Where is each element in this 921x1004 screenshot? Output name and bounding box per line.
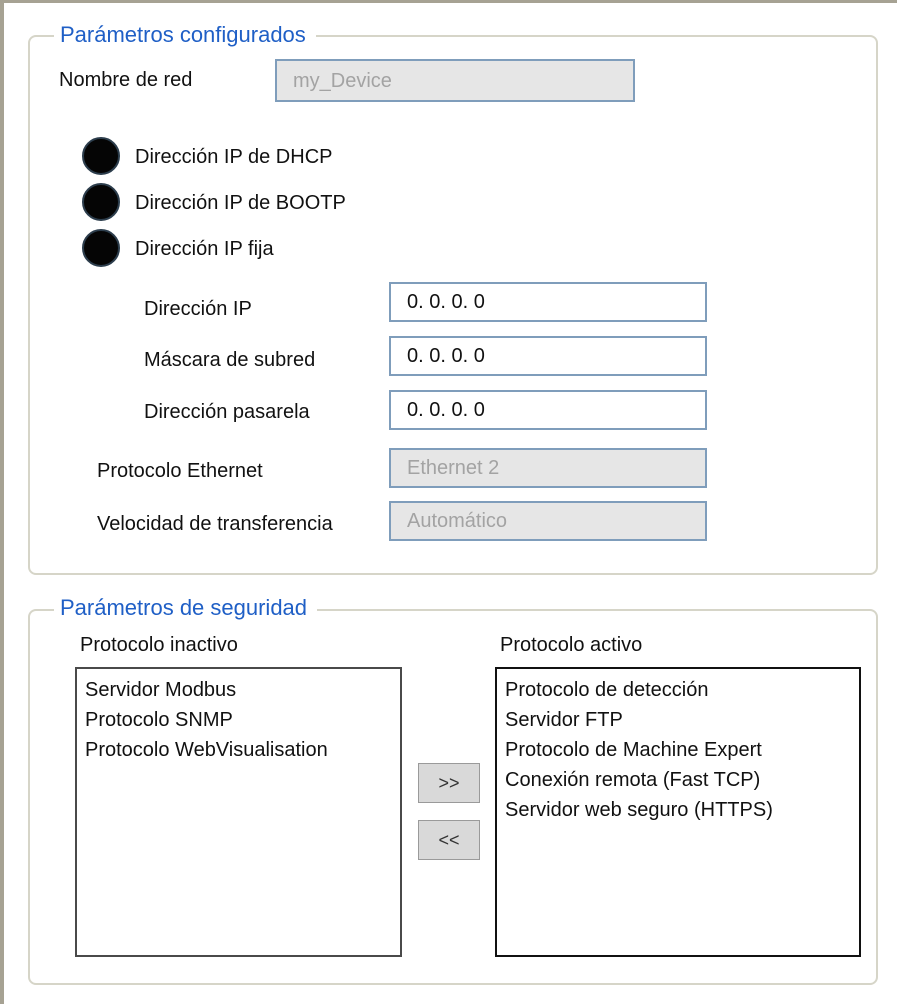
- configured-parameters-legend: Parámetros configurados: [54, 21, 316, 49]
- inactive-protocol-list[interactable]: [75, 667, 402, 957]
- ip-address-field[interactable]: 0. 0. 0. 0: [389, 282, 707, 322]
- list-item[interactable]: Protocolo SNMP: [85, 709, 233, 731]
- add-protocol-button[interactable]: >>: [418, 763, 480, 803]
- window-top-border: [0, 0, 897, 3]
- network-name-label: Nombre de red: [59, 69, 193, 91]
- dhcp-radio[interactable]: [82, 137, 120, 175]
- list-item[interactable]: Servidor Modbus: [85, 679, 237, 701]
- remove-protocol-button[interactable]: <<: [418, 820, 480, 860]
- dhcp-radio-label: Dirección IP de DHCP: [135, 146, 333, 168]
- gateway-label: Dirección pasarela: [144, 401, 310, 423]
- ethernet-protocol-field: Ethernet 2: [389, 448, 707, 488]
- ip-address-label: Dirección IP: [144, 298, 252, 320]
- transfer-speed-field: Automático: [389, 501, 707, 541]
- list-item[interactable]: Protocolo WebVisualisation: [85, 739, 328, 761]
- security-parameters-legend: Parámetros de seguridad: [54, 594, 317, 622]
- list-item[interactable]: Conexión remota (Fast TCP): [505, 769, 761, 791]
- fixed-ip-radio-label: Dirección IP fija: [135, 238, 274, 260]
- list-item[interactable]: Protocolo de Machine Expert: [505, 739, 762, 761]
- subnet-mask-field[interactable]: 0. 0. 0. 0: [389, 336, 707, 376]
- bootp-radio-label: Dirección IP de BOOTP: [135, 192, 346, 214]
- gateway-field[interactable]: 0. 0. 0. 0: [389, 390, 707, 430]
- active-protocol-list[interactable]: [495, 667, 861, 957]
- list-item[interactable]: Protocolo de detección: [505, 679, 709, 701]
- bootp-radio[interactable]: [82, 183, 120, 221]
- list-item[interactable]: Servidor web seguro (HTTPS): [505, 799, 773, 821]
- transfer-speed-label: Velocidad de transferencia: [97, 513, 333, 535]
- active-protocol-label: Protocolo activo: [500, 634, 643, 656]
- ethernet-protocol-label: Protocolo Ethernet: [97, 460, 263, 482]
- window-left-border: [0, 0, 4, 1004]
- subnet-mask-label: Máscara de subred: [144, 349, 316, 371]
- fixed-ip-radio[interactable]: [82, 229, 120, 267]
- list-item[interactable]: Servidor FTP: [505, 709, 623, 731]
- inactive-protocol-label: Protocolo inactivo: [80, 634, 238, 656]
- network-name-field: my_Device: [275, 59, 635, 102]
